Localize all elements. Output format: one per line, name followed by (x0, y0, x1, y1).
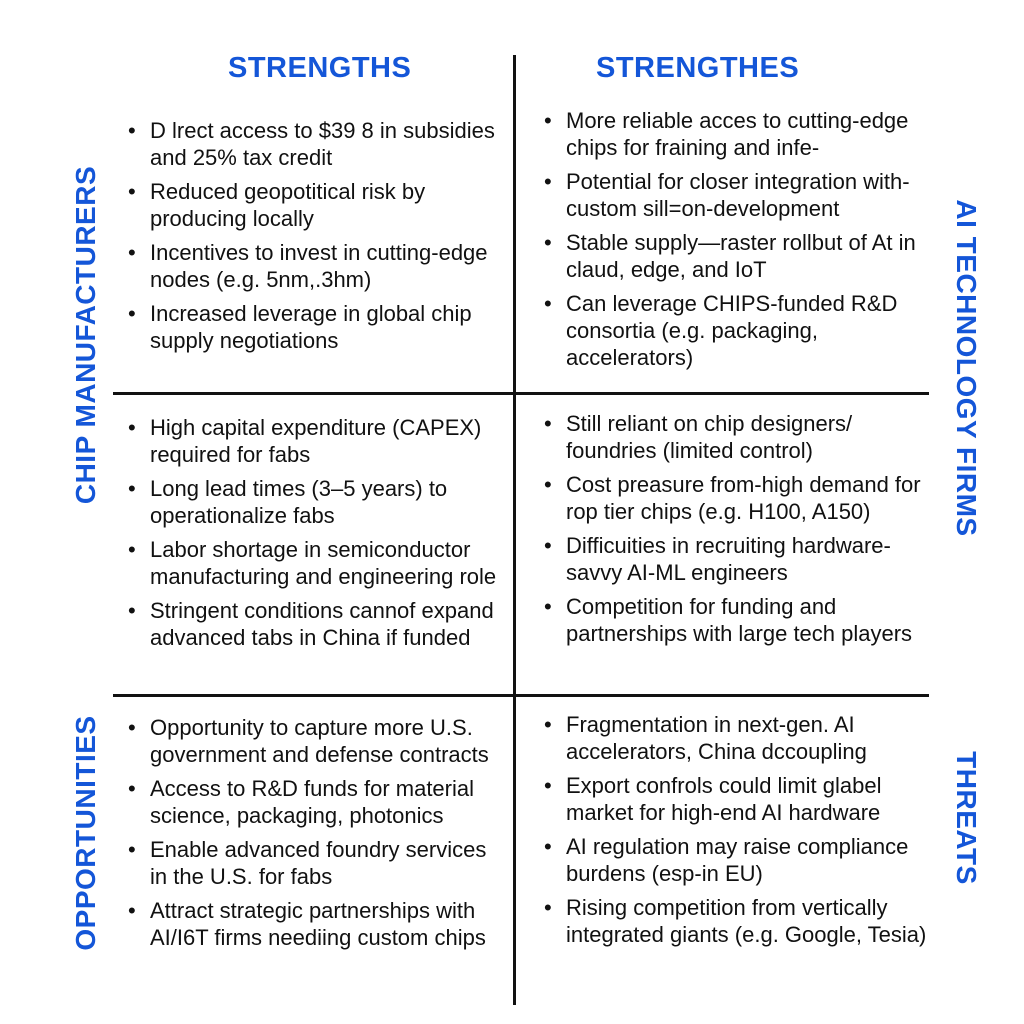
list-item: • Access to R&D funds for material science, packaging, photonics (124, 775, 504, 829)
vertical-divider (513, 55, 516, 1005)
list-item: • Stringent conditions cannof expand advanced tabs in China if funded (124, 597, 504, 651)
list-item: • Competition for funding and partnerships with large tech players (540, 593, 930, 647)
list-item: • Potential for closer integration with-custom sill=on-development (540, 168, 930, 222)
list-item: • Enable advanced foundry services in the U.S. for fabs (124, 836, 504, 890)
list-item: • Stable supply—raster rollbut of At in claud, edge, and IoT (540, 229, 930, 283)
quadrant-top-left-list (124, 117, 504, 361)
quadrant-bottom-right-list (540, 711, 930, 955)
ai-technology-firms-label: AI TECHNOLOGY FIRMS (951, 199, 982, 537)
list-item: • More reliable acces to cutting-edge chips for fraining and infe- (540, 107, 930, 161)
list-item: • Attract strategic partnerships with AI/I6T firms neediing custom chips (124, 897, 504, 951)
list-item: • Can leverage CHIPS-funded R&D consortia (e.g. packaging, accelerators) (540, 290, 930, 371)
list-item: • High capital expenditure (CAPEX) required for fabs (124, 414, 504, 468)
list-item: • Increased leverage in global chip supply negotiations (124, 300, 504, 354)
list-item: • D lrect access to $39 8 in subsidies and 25% tax credit (124, 117, 504, 171)
quadrant-middle-right-list (540, 410, 930, 654)
list-item: • Fragmentation in next-gen. AI accelerators, China dccoupling (540, 711, 930, 765)
list-item: • Still reliant on chip designers/ foundries (limited control) (540, 410, 930, 464)
quadrant-bottom-left-list (124, 714, 504, 958)
list-item: • Opportunity to capture more U.S. government and defense contracts (124, 714, 504, 768)
list-item: • Reduced geopotitical risk by producing locally (124, 178, 504, 232)
chip-manufacturers-label: CHIP MANUFACTURERS (70, 165, 101, 505)
list-item: • Cost preasure from-high demand for rop tier chips (e.g. H100, A150) (540, 471, 930, 525)
quadrant-top-right-list (540, 107, 930, 378)
list-item: • Rising competition from vertically integrated giants (e.g. Google, Tesia) (540, 894, 930, 948)
list-item: • Export confrols could limit glabel market for high-end AI hardware (540, 772, 930, 826)
opportunities-label: OPPORTUNITIES (70, 715, 101, 951)
list-item: • AI regulation may raise compliance burdens (esp-in EU) (540, 833, 930, 887)
threats-label: THREATS (951, 751, 982, 885)
strengths-heading-right: STRENGTHES (596, 52, 800, 84)
horizontal-divider-lower (113, 694, 929, 697)
list-item: • Long lead times (3–5 years) to operationalize fabs (124, 475, 504, 529)
quadrant-middle-left-list (124, 414, 504, 658)
list-item: • Incentives to invest in cutting-edge nodes (e.g. 5nm,.3hm) (124, 239, 504, 293)
list-item: • Difficuities in recruiting hardware-savvy AI-ML engineers (540, 532, 930, 586)
strengths-heading-left: STRENGTHS (228, 52, 412, 84)
horizontal-divider-upper (113, 392, 929, 395)
list-item: • Labor shortage in semiconductor manufacturing and engineering role (124, 536, 504, 590)
